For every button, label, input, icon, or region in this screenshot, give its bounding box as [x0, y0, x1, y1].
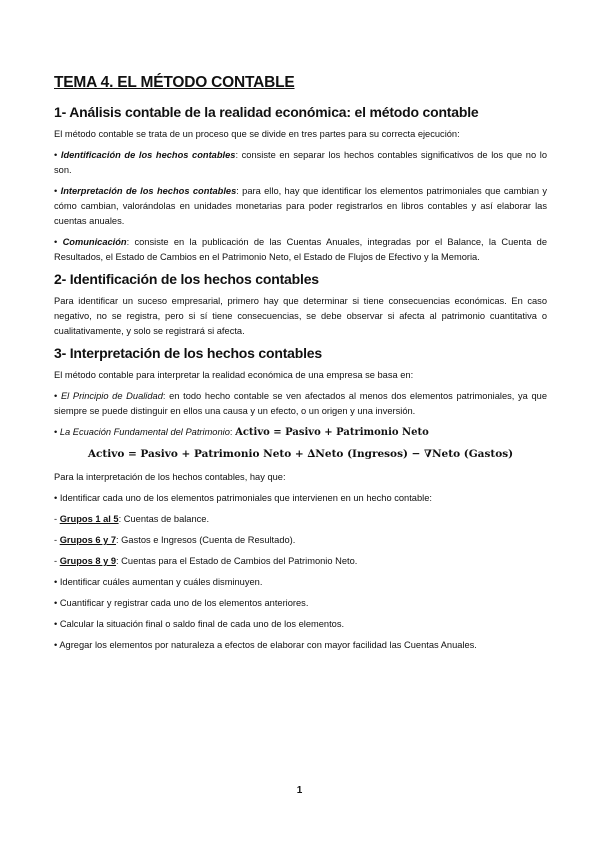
term: Comunicación	[62, 237, 127, 247]
group-text: : Cuentas de balance.	[118, 514, 210, 524]
dash: -	[54, 514, 60, 524]
list-item-agregar: • Agregar los elementos por naturaleza a efectos de elaborar con mayor facilidad las Cuentas Anuales.	[54, 640, 477, 650]
term: Interpretación de los hechos contables	[60, 186, 237, 196]
group-text: : Gastos e Ingresos (Cuenta de Resultado).	[116, 535, 296, 545]
separator: :	[229, 427, 236, 437]
list-item-cuantificar: • Cuantificar y registrar cada uno de los elementos anteriores.	[54, 598, 309, 608]
equation-inline: Activo = Pasivo + Patrimonio Neto	[235, 427, 429, 438]
group-item-1	[54, 512, 547, 527]
bullet: •	[54, 150, 58, 160]
bullet-text: : consiste en la publicación de las Cuentas Anuales, integradas por el Balance, la Cuenta de Resultados, el Estado de Cambios en el Patrimonio Neto, el Estado de Flujos de Efectivo y la Memoria.	[54, 237, 547, 262]
bullet: •	[54, 391, 58, 401]
section-3-intro: El método contable para interpretar la realidad económica de una empresa se basa en:	[54, 370, 414, 380]
list-item-identificar: • Identificar cada uno de los elementos patrimoniales que intervienen en un hecho contable:	[54, 493, 432, 503]
equation-extended: Activo = Pasivo + Patrimonio Neto + ∆Neto (Ingresos) − ∇Neto (Gastos)	[87, 448, 514, 460]
section-1-bullet-1	[54, 148, 547, 178]
section-3-para: Para la interpretación de los hechos contables, hay que:	[54, 472, 286, 482]
group-label: Grupos 6 y 7	[59, 535, 117, 545]
term: La Ecuación Fundamental del Patrimonio	[59, 427, 230, 437]
document-page	[54, 74, 547, 659]
bullet-text: : para ello, hay que identificar los elementos patrimoniales que cambian y cómo cambian, valorándolas en unidades monetarias para poder registrarlos en libros contables y así elaborar las cuentas anuales.	[54, 186, 547, 226]
section-3-heading: 3- Interpretación de los hechos contables	[54, 345, 322, 361]
bullet: •	[54, 237, 58, 247]
group-item-3	[54, 554, 547, 569]
section-1-bullet-2	[54, 184, 547, 229]
group-item-2	[54, 533, 547, 548]
document-title: TEMA 4. EL MÉTODO CONTABLE	[54, 74, 295, 91]
group-label: Grupos 1 al 5	[59, 514, 119, 524]
bullet: •	[54, 186, 58, 196]
section-1-bullet-3	[54, 235, 547, 265]
term: Identificación de los hechos contables	[60, 150, 236, 160]
page-number: 1	[296, 785, 303, 796]
bullet-text: : consiste en separar los hechos contables significativos de los que no lo son.	[54, 150, 547, 175]
section-3-bullet-2	[54, 425, 547, 440]
section-1-intro: El método contable se trata de un proceso que se divide en tres partes para su correcta ejecución:	[54, 129, 460, 139]
list-item-calcular: • Calcular la situación final o saldo final de cada uno de los elementos.	[54, 619, 345, 629]
section-1-heading: 1- Análisis contable de la realidad económica: el método contable	[54, 104, 479, 120]
section-2-heading: 2- Identificación de los hechos contables	[54, 271, 319, 287]
dash: -	[54, 556, 60, 566]
term: El Principio de Dualidad	[60, 391, 163, 401]
group-text: : Cuentas para el Estado de Cambios del Patrimonio Neto.	[116, 556, 358, 566]
list-item-aumentan: • Identificar cuáles aumentan y cuáles disminuyen.	[54, 577, 263, 587]
bullet-text: : en todo hecho contable se ven afectados al menos dos elementos patrimoniales, ya que siempre se puede distinguir en ellos una causa y un efecto, o un origen y una inversión.	[54, 391, 547, 416]
bullet: •	[54, 427, 58, 437]
dash: -	[54, 535, 60, 545]
section-3-bullet-1	[54, 389, 547, 419]
section-2-text: Para identificar un suceso empresarial, primero hay que determinar si tiene consecuencias económicas. En caso negativo, no se registra, pero si sí tiene consecuencias, se debe observar si afecta al patrimonio cuantitativa o cualitativamente, y solo se registrará si afecta.	[54, 296, 547, 336]
group-label: Grupos 8 y 9	[59, 556, 117, 566]
